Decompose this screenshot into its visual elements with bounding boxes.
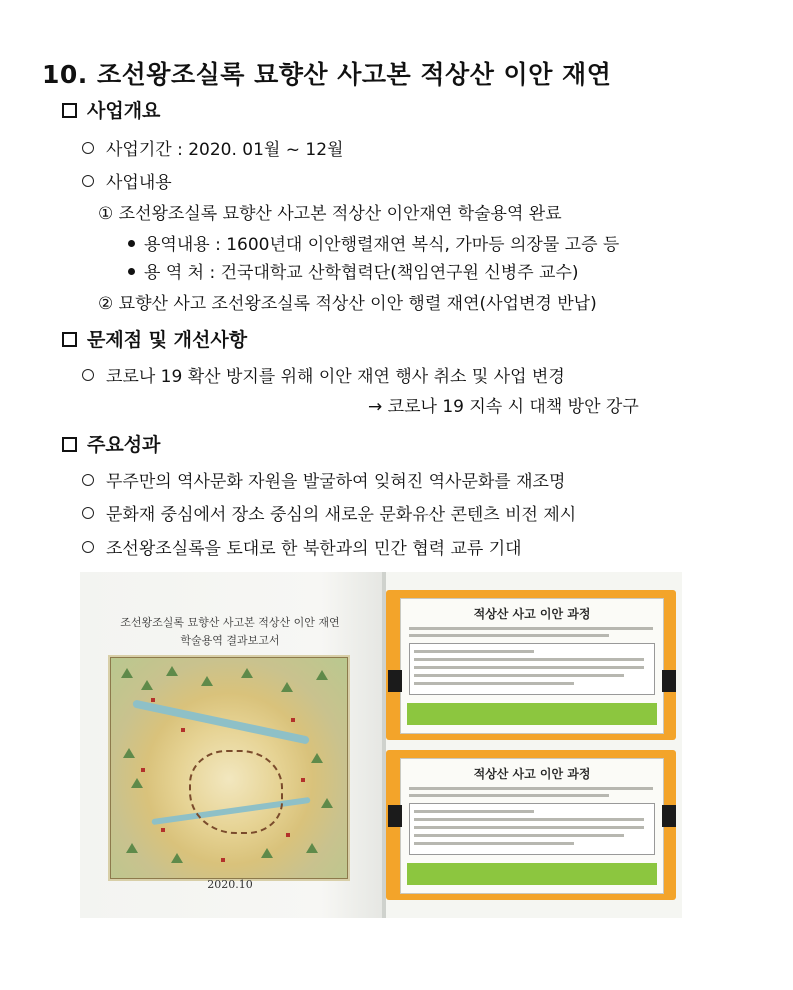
overview-bullet-1-text: 용역내용 : 1600년대 이안행렬재연 복식, 가마등 의장물 고증 등 <box>144 235 620 255</box>
circle-bullet-icon <box>82 541 94 553</box>
circle-bullet-icon <box>82 142 94 154</box>
overview-item-1: ① 조선왕조실록 묘향산 사고본 적상산 이안재연 학술용역 완료 <box>98 204 562 224</box>
section-issues-label: 문제점 및 개선사항 <box>87 329 248 351</box>
overview-bullet-2-text: 용 역 처 : 건국대학교 산학협력단(책임연구원 신병주 교수) <box>144 263 579 283</box>
overview-period-text: 사업기간 : 2020. 01월 ~ 12월 <box>106 140 344 160</box>
old-map-image <box>110 657 348 879</box>
results-item-2-text: 문화재 중심에서 장소 중심의 새로운 문화유산 콘텐츠 비전 제시 <box>106 505 577 525</box>
overview-content <box>82 168 172 193</box>
results-item-2 <box>82 500 576 525</box>
checkbox-square-icon <box>62 103 77 118</box>
report-cover <box>80 572 382 918</box>
cover-title-line-1: 조선왕조실록 묘향산 사고본 적상산 이안 재연 <box>120 616 340 629</box>
circle-bullet-icon <box>82 507 94 519</box>
slide-1-title: 적상산 사고 이안 과정 <box>473 607 591 621</box>
issues-followup: → 코로나 19 지속 시 대책 방안 강구 <box>368 397 639 417</box>
report-photo <box>80 572 682 918</box>
overview-period <box>82 135 343 160</box>
dot-bullet-icon <box>128 268 135 275</box>
checkbox-square-icon <box>62 437 77 452</box>
slide-2 <box>386 750 676 900</box>
results-item-1-text: 무주만의 역사문화 자원을 발굴하여 잊혀진 역사문화를 재조명 <box>106 472 566 492</box>
section-overview-label: 사업개요 <box>87 100 161 122</box>
results-item-3-text: 조선왕조실록을 토대로 한 북한과의 민간 협력 교류 기대 <box>106 539 522 559</box>
checkbox-square-icon <box>62 332 77 347</box>
cover-date: 2020.10 <box>207 878 253 891</box>
slide-1 <box>386 590 676 740</box>
issues-item <box>82 362 565 387</box>
circle-bullet-icon <box>82 175 94 187</box>
overview-item-2: ② 묘향산 사고 조선왕조실록 적상산 이안 행렬 재연(사업변경 반납) <box>98 294 597 314</box>
section-issues-heading <box>62 325 247 352</box>
page-title: 10. 조선왕조실록 묘향산 사고본 적상산 이안 재연 <box>42 60 612 89</box>
overview-bullet-1 <box>128 230 619 255</box>
overview-content-label: 사업내용 <box>106 173 172 193</box>
slide-2-title: 적상산 사고 이안 과정 <box>473 767 591 781</box>
section-results-heading <box>62 430 160 457</box>
section-results-label: 주요성과 <box>87 434 161 456</box>
report-inner-page <box>386 572 682 918</box>
issues-item-text: 코로나 19 확산 방지를 위해 이안 재연 행사 취소 및 사업 변경 <box>106 367 565 387</box>
dot-bullet-icon <box>128 240 135 247</box>
circle-bullet-icon <box>82 474 94 486</box>
circle-bullet-icon <box>82 369 94 381</box>
overview-bullet-2 <box>128 258 579 283</box>
results-item-1 <box>82 467 565 492</box>
results-item-3 <box>82 534 522 559</box>
section-overview-heading <box>62 96 160 123</box>
cover-title-line-2: 학술용역 결과보고서 <box>180 634 280 647</box>
